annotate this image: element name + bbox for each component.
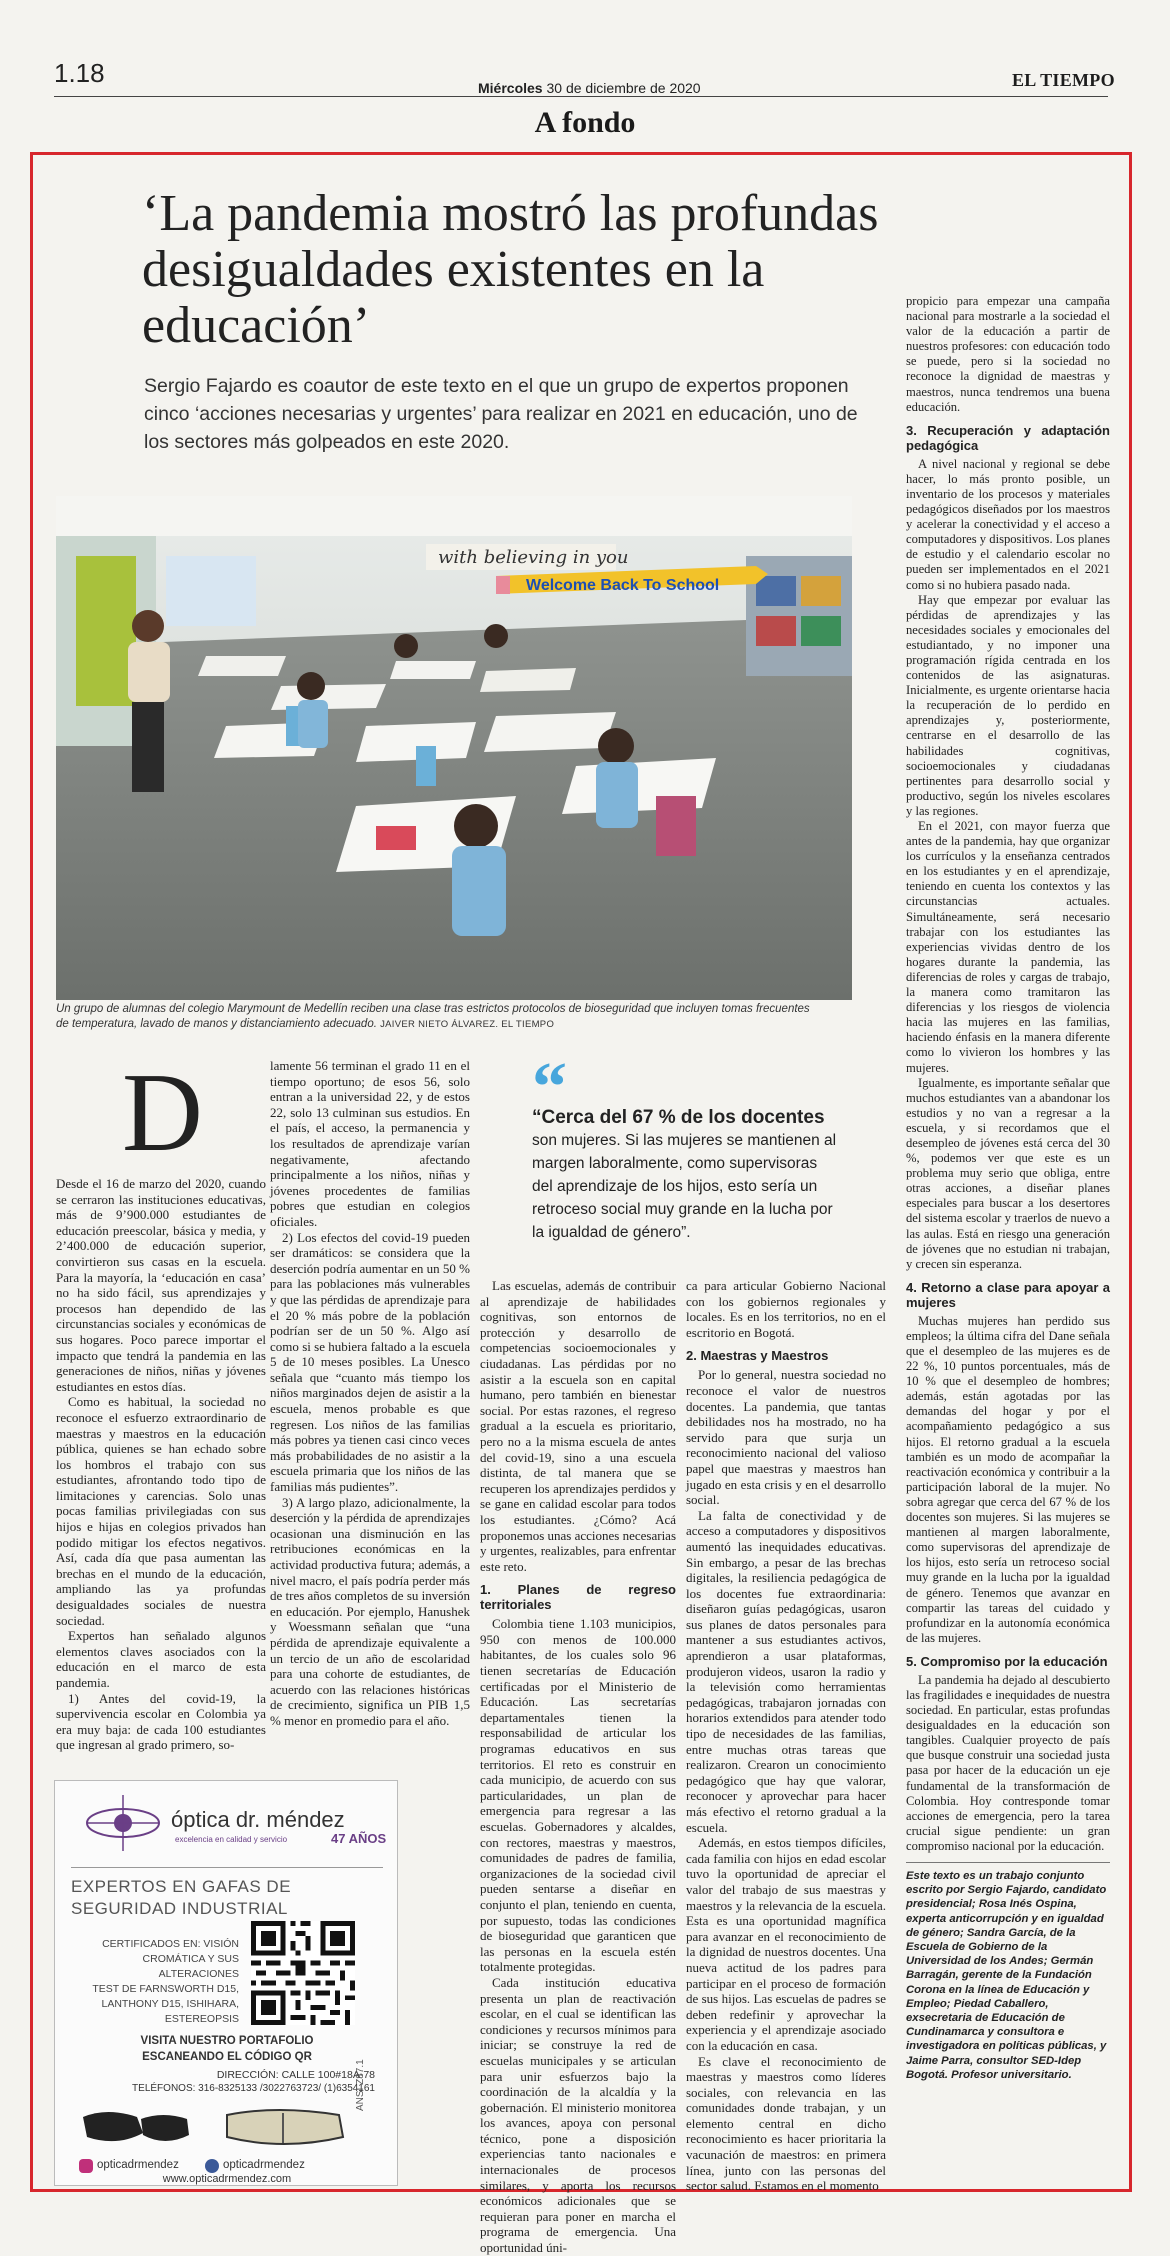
paragraph: Igualmente, es importante señalar que muchos estudiantes van a abandonar los estudios y no van a regresar a la escuela, y si recordamos que el desempleo de jóvenes está cerca del 30 %, podemos ver que este es un problema muy serio que obliga, entre otras acciones, a diseñar planes especiales para buscar a los desertores del sistema escolar y traerlos de nuevo a las aulas. Está en riesgo una generación de jóvenes que no estudian ni trabajan, y crecen sin esperanza. bbox=[906, 1075, 1110, 1271]
safety-glasses-icon bbox=[77, 2103, 357, 2153]
paragraph: 2) Los efectos del covid-19 pueden ser dramáticos: se considera que la deserción podría aumentar en un 50 % para las poblaciones más vulnerables y que las pérdidas de aprendizaje para el 20 % más pobre de la población podrían ser de un 50 %. Algo así como si se hubiera faltado a la escuela 5 de 10 meses posibles. La Unesco señala que “cuanto más tiempo los niños marginados dejen de asistir a la escuela, menos probable es que regresen. Los niños de las familias más pobres ya tienen casi cinco veces más probabilidades de no asistir a la escuela primaria que los niños de las familias más pudientes”. bbox=[270, 1229, 470, 1495]
facebook-icon[interactable] bbox=[205, 2159, 219, 2173]
ad-ansi-label: ANSI Z87.1 bbox=[355, 2059, 366, 2111]
caption-text: Un grupo de alumnas del colegio Marymount de Medellín reciben una clase tras estrictos protocolos de bioseguridad que incluyen tomas frecuentes de temperatura, lavado de manos y distanciamiento adecuado. bbox=[56, 1003, 810, 1030]
photo-sign-text: Welcome Back To School bbox=[526, 577, 720, 594]
ad-years: 47 AÑOS bbox=[331, 1831, 387, 1846]
date-rest: 30 de diciembre de 2020 bbox=[542, 80, 701, 96]
article-headline: ‘La pandemia mostró las profundas desigualdades existentes en la educación’ bbox=[142, 185, 879, 354]
column-1 bbox=[56, 1176, 266, 1753]
ad-facebook[interactable]: opticadrmendez bbox=[223, 2159, 305, 2171]
paragraph: lamente 56 terminan el grado 11 en el tiempo oportuno; de esos 56, solo entran a la universidad 22, y de estos 22, solo 13 culminan sus estudios. En el país, el acceso, la permanencia y los resultados de aprendizaje varían negativamente, afectando principalmente a los niños, niñas y jóvenes procedentes de familias pobres que estudian en colegios oficiales. bbox=[270, 1058, 470, 1229]
paragraph: Hay que empezar por evaluar las pérdidas de aprendizajes y las necesidades sociales y emocionales del estudiantado, y no imponer una programación rígida centrada en los contenidos de las asignaturas. Inicialmente, es urgente orientarse hacia la recuperación de lo perdido en aprendizajes y, posteriormente, centrarse en el desarrollo de las habilidades cognitivas, socioemocionales y ciudadanas pertinentes para desarrollo social y productivo, según los niveles escolares y las regiones. bbox=[906, 592, 1110, 818]
paragraph: Expertos han señalado algunos elementos claves asociados con la educación en el marco de esta pandemia. bbox=[56, 1628, 266, 1690]
paragraph: La falta de conectividad y de acceso a computadores y dispositivos aumentó las inequidades educativas. Sin embargo, a pesar de las brechas digitales, la resiliencia pedagógica de los docentes fue extraordinaria: diseñaron guías pedagógicas, usaron sus planes de datos personales para mantener a sus estudiantes activos, aprendieron a usar plataformas, produjeron videos, usaron la radio y la televisión como herramientas pedagógicas, trabajaron jornadas con horarios extendidos para atender todo tipo de necesidades de las familias, entre muchas otras tareas que realizaron. Crearon un conocimiento pedagógico que hay que valorar, reconocer y aprovechar para hacer más efectivo el retorno gradual a la escuela. bbox=[686, 1507, 886, 1835]
ad-instagram[interactable]: opticadrmendez bbox=[97, 2159, 179, 2171]
ad-address: DIRECCIÓN: CALLE 100#18A-78 bbox=[216, 2069, 375, 2081]
paragraph: Muchas mujeres han perdido sus empleos; la última cifra del Dane señala que el desempleo de las mujeres es de 22 %, 10 puntos porcentuales, más de 10 % que el desempleo de hombres; además, están agotadas por las demandas del hogar y por el acompañamiento pedagógico a sus hijos. El retorno gradual a la escuela también es un modo de acompañar la reactivación económica y contribuir a la participación laboral de la mujer. No sobra agregar que cerca del 67 % de los docentes son mujeres. Si las mujeres se mantienen al margen laboralmente, como supervisoras del aprendizaje de los hijos, esto sería un retroceso social muy grande en la lucha por la igualdad de género. Tenemos que avanzar en compartir las tareas del cuidado y profundizar en la autonomía económica de las mujeres. bbox=[906, 1313, 1110, 1645]
ad-headline-1: EXPERTOS EN GAFAS DE bbox=[71, 1877, 292, 1896]
ad-website[interactable]: www.opticadrmendez.com bbox=[162, 2173, 292, 2185]
newspaper-brand: EL TIEMPO bbox=[1012, 70, 1115, 90]
header-rule bbox=[54, 96, 1108, 97]
paragraph: Por lo general, nuestra sociedad no reconoce el valor de nuestros docentes. La pandemia, que tantas debilidades nos ha mostrado, no ha servido para que surja un reconocimiento nacional del valioso papel que maestras y maestros han jugado en esta crisis y en el desarrollo social. bbox=[686, 1367, 886, 1508]
paragraph: A nivel nacional y regional se debe hacer, lo más pronto posible, un inventario de los procesos y materiales pedagógicos diseñados por los maestros y acelerar la conectividad y el acceso a computadores y dispositivos. Los planes de estudio y el calendario escolar no pueden ser implementados en el 2021 como si no hubiera pasado nada. bbox=[906, 456, 1110, 592]
quote-text: son mujeres. Si las mujeres se mantienen al margen laboralmente, como supervisoras del aprendizaje de los hijos, esto sería un retroceso social muy grande en la lucha por la igualdad de género”. bbox=[532, 1132, 837, 1241]
paragraph: Colombia tiene 1.103 municipios, 950 con menos de 100.000 habitantes, de los cuales solo 96 tienen secretarías de Educación certificadas por el Ministerio de Educación. Las secretarías departamentales tienen la responsabilidad de articular los programas educativos en sus territorios. El reto es construir en cada municipio, de acuerdo con sus particularidades, un plan de emergencia para regresar a las escuelas. Gobernadores y alcaldes, con rectores, maestras y maestros, comunidades de padres de familia, organizaciones de la sociedad civil pueden sentarse a diseñar en conjunto el plan, teniendo en cuenta, por supuesto, todas las condiciones de bioseguridad que garanticen que las personas en la escuela estén totalmente protegidas. bbox=[480, 1616, 676, 1975]
ad-phones: TELÉFONOS: 316-8325133 /3022763723/ (1)6354161 bbox=[132, 2083, 375, 2094]
paragraph: Desde el 16 de marzo del 2020, cuando se cerraron las instituciones educativas, más de 9’900.000 estudiantes de educación preescolar, básica y media, y 2’400.000 de educación superior, convirtieron sus casas en la escuela. Para la mayoría, la ‘educación en casa’ no ha sido fácil, sus aprendizajes y procesos han dependido de las circunstancias sociales y económicas de sus hogares. Poco parece importar el impacto que tendrá la pandemia en las generaciones de niños, niñas y jóvenes estudiantes en estos días. bbox=[56, 1176, 266, 1394]
paragraph: Como es habitual, la sociedad no reconoce el esfuerzo extraordinario de maestras y maestros en la educación pública, quienes se han echado sobre los hombros el trabajo con sus estudiantes, afrontando todo tipo de limitaciones y carencias. Solo unas pocas familias privilegiadas con sus hijos e hijas en colegios privados han podido mitigar los efectos negativos. Así, cada día que pasa aumentan las brechas en el mundo de la educación, ampliando las ya profundas desigualdades sociales de nuestra sociedad. bbox=[56, 1394, 266, 1628]
paragraph: Las escuelas, además de contribuir al aprendizaje de habilidades cognitivas, son entornos de protección y desarrollo de competencias socioemocionales y ciudadanas. Las pérdidas por no asistir a la escuela son en capital humano, pero también en bienestar social. Por estas razones, el regreso gradual a la escuela es prioritario, pero no a la misma escuela de antes del covid-19, sino a una escuela distinta, de tal manera que se recuperen los aprendizajes perdidos y se gane en calidad escolar para todos los estudiantes. ¿Cómo? Acá proponemos unas acciones necesarias y urgentes, realizables, para enfrentar este reto. bbox=[480, 1278, 677, 1574]
paragraph: La pandemia ha dejado al descubierto las fragilidades e inequidades de nuestra sociedad. En particular, estas profundas desigualdades en la educación son tangibles. Cualquier proyecto de país que busque construir una sociedad justa pasa por hacer de la educación un eje fundamental de la transformación de Colombia. Hoy contresponde tomar acciones de emergencia, pero la tarea crucial sigue pendiente: un gran compromiso nacional por la educación. bbox=[906, 1672, 1110, 1853]
section-title: A fondo bbox=[534, 106, 636, 139]
column-3 bbox=[480, 1278, 676, 2256]
ad-cert-line: CERTIFICADOS EN: VISIÓN bbox=[102, 1938, 239, 1950]
subhead-1: 1. Planes de regreso territoriales bbox=[480, 1582, 676, 1613]
ad-visit-2: ESCANEANDO EL CÓDIGO QR bbox=[142, 2051, 312, 2063]
author-bio: Este texto es un trabajo conjunto escrito por Sergio Fajardo, candidato presidencial; Rosa Inés Ospina, experta anticorrupción y en igualdad de género; Sandra García, de la Escuela de Gobierno de la Universidad de los Andes; Germán Barragán, gerente de la Fundación Corona en la línea de Educación y Empleo; Piedad Caballero, exsecretaria de Educación de Cundinamarca y consultora e investigadora en políticas públicas, y Jaime Parra, consultor SED-Idep Bogotá. Profesor universitario. bbox=[906, 1870, 1107, 2081]
paragraph: propicio para empezar una campaña nacional para mostrarle a la sociedad el valor de la educación a partir de nuestros profesores: con educación todo se puede, pero si la sociedad no reconoce la dignidad de maestras y maestros, nunca tendremos una buena educación. bbox=[906, 294, 1110, 414]
quote-headline: “Cerca del 67 % de los docentes bbox=[532, 1107, 825, 1128]
column-5 bbox=[906, 294, 1110, 2082]
subhead-3: 3. Recuperación y adaptación pedagógica bbox=[906, 422, 1110, 453]
ad-brand: óptica dr. méndez bbox=[171, 1807, 345, 1832]
ad-cert-line: LANTHONY D15, ISHIHARA, bbox=[101, 1998, 239, 2010]
classroom-photo bbox=[56, 496, 852, 1000]
paragraph: Además, en estos tiempos difíciles, cada familia con hijos en edad escolar tuvo la oportunidad de apreciar el valor del trabajo de sus maestras y maestros y la relevancia de la escuela. Esta es una oportunidad magnífica para avanzar en el reconocimiento de la dignidad de nuestros docentes. Una nueva actitud de los padres para participar en el proceso de formación de sus hijos. Las escuelas de padres se deben redefinir y aprovechar la experiencia y el aprendizaje asociado con la educación en casa. bbox=[686, 1835, 886, 2053]
subhead-5: 5. Compromiso por la educación bbox=[906, 1653, 1108, 1669]
quote-mark-icon: “ bbox=[532, 1049, 567, 1126]
ad-cert-line: TEST DE FARNSWORTH D15, bbox=[92, 1983, 239, 1995]
qr-code-icon[interactable] bbox=[251, 1921, 355, 2025]
paragraph: ca para articular Gobierno Nacional con los gobiernos regionales y locales. Es en los territorios, no en el escritorio en Bogotá. bbox=[686, 1278, 886, 1340]
paragraph: 3) A largo plazo, adicionalmente, la deserción y la pérdida de aprendizajes ocasionan una disminución en las retribuciones económicas en la actividad productiva futura; además, a nivel macro, el país podría perder más de tres años completos de su inversión en educación. Por ejemplo, Hanushek y Woessmann señalan que “una pérdida de aprendizaje equivalente a un tercio de un año de escolaridad para una cohorte de estudiantes, de acuerdo con las relaciones históricas de crecimiento, significa un PIB 1,5 % menor en promedio para el año. bbox=[270, 1494, 471, 1728]
paragraph: Cada institución educativa presenta un plan de reactivación escolar, en el cual se identifican las condiciones y recursos mínimos para iniciar; se construye la red de escuelas municipales y se articulan para unir esfuerzos bajo la coordinación de la alcaldía y la gobernación. El ministerio monitorea los avances, apoya con personal técnico, pone a disposición experiencias tanto nacionales e internacionales de procesos similares, y aporta los recursos económicos adicionales que se requieran para poner en marcha el programa de emergencia. Una oportunidad úni- bbox=[480, 1974, 676, 2256]
ad-visit-1: VISITA NUESTRO PORTAFOLIO bbox=[140, 2035, 314, 2047]
dateline bbox=[478, 80, 701, 96]
instagram-icon[interactable] bbox=[79, 2159, 93, 2173]
advertisement bbox=[54, 1780, 398, 2186]
ad-certifications bbox=[71, 1937, 239, 2027]
drop-cap: D bbox=[122, 1051, 203, 1175]
article-deck: Sergio Fajardo es coautor de este texto en el que un grupo de expertos proponen cinco ‘acciones necesarias y urgentes’ para realizar en 2021 en educación, uno de los sectores más golpeados en este 2020. bbox=[144, 375, 858, 453]
photo-caption bbox=[56, 1002, 816, 1032]
pull-quote bbox=[532, 1049, 842, 1244]
article-photo bbox=[56, 496, 852, 1000]
ad-cert-line: ESTEREOPSIS bbox=[164, 2013, 239, 2025]
ad-rule bbox=[71, 1867, 383, 1868]
photo-credit: JAIVER NIETO ÁLVAREZ. EL TIEMPO bbox=[380, 1019, 555, 1030]
column-4 bbox=[686, 1278, 886, 2194]
paragraph: En el 2021, con mayor fuerza que antes de la pandemia, hay que organizar los currículos y la enseñanza centrados en los estudiantes y en el aprendizaje, teniendo en cuenta los contextos y las circunstancias actuales. Simultáneamente, será necesario trabajar con los estudiantes las experiencias vividas dentro de los hogares durante la pandemia, las diferencias de roles y cargas de trabajo, la manera como tramitaron las diferencias y los riesgos de violencia hacia las mujeres en las familias, haciendo énfasis en la manera diferente como lo vivieron los hombres y las mujeres. bbox=[906, 819, 1110, 1075]
paragraph: 1) Antes del covid-19, la supervivencia escolar en Colombia ya era muy baja: de cada 100 estudiantes que ingresan al grado primero, so- bbox=[56, 1690, 266, 1753]
bio-rule bbox=[906, 1862, 1110, 1863]
photo-banner-text: with believing in you bbox=[438, 547, 629, 568]
ad-cert-line: CROMÁTICA Y SUS ALTERACIONES bbox=[142, 1953, 239, 1980]
date-weekday: Miércoles bbox=[478, 80, 543, 96]
ad-tagline: excelencia en calidad y servicio bbox=[175, 1835, 288, 1844]
column-2 bbox=[270, 1058, 470, 1729]
subhead-4: 4. Retorno a clase para apoyar a mujeres bbox=[906, 1279, 1110, 1310]
subhead-2: 2. Maestras y Maestros bbox=[686, 1348, 829, 1364]
eye-logo-icon bbox=[83, 1793, 163, 1853]
page-number: 1.18 bbox=[54, 58, 105, 88]
ad-headline-2: SEGURIDAD INDUSTRIAL bbox=[71, 1899, 288, 1918]
paragraph: Es clave el reconocimiento de maestras y maestros como líderes sociales, con relevancia en las comunidades donde trabajan, y un elemento central en dicho reconocimiento es hacer prioritaria la vacunación de maestros: en primera línea, junto con las personas del sector salud. Estamos en el momento bbox=[686, 2053, 886, 2194]
